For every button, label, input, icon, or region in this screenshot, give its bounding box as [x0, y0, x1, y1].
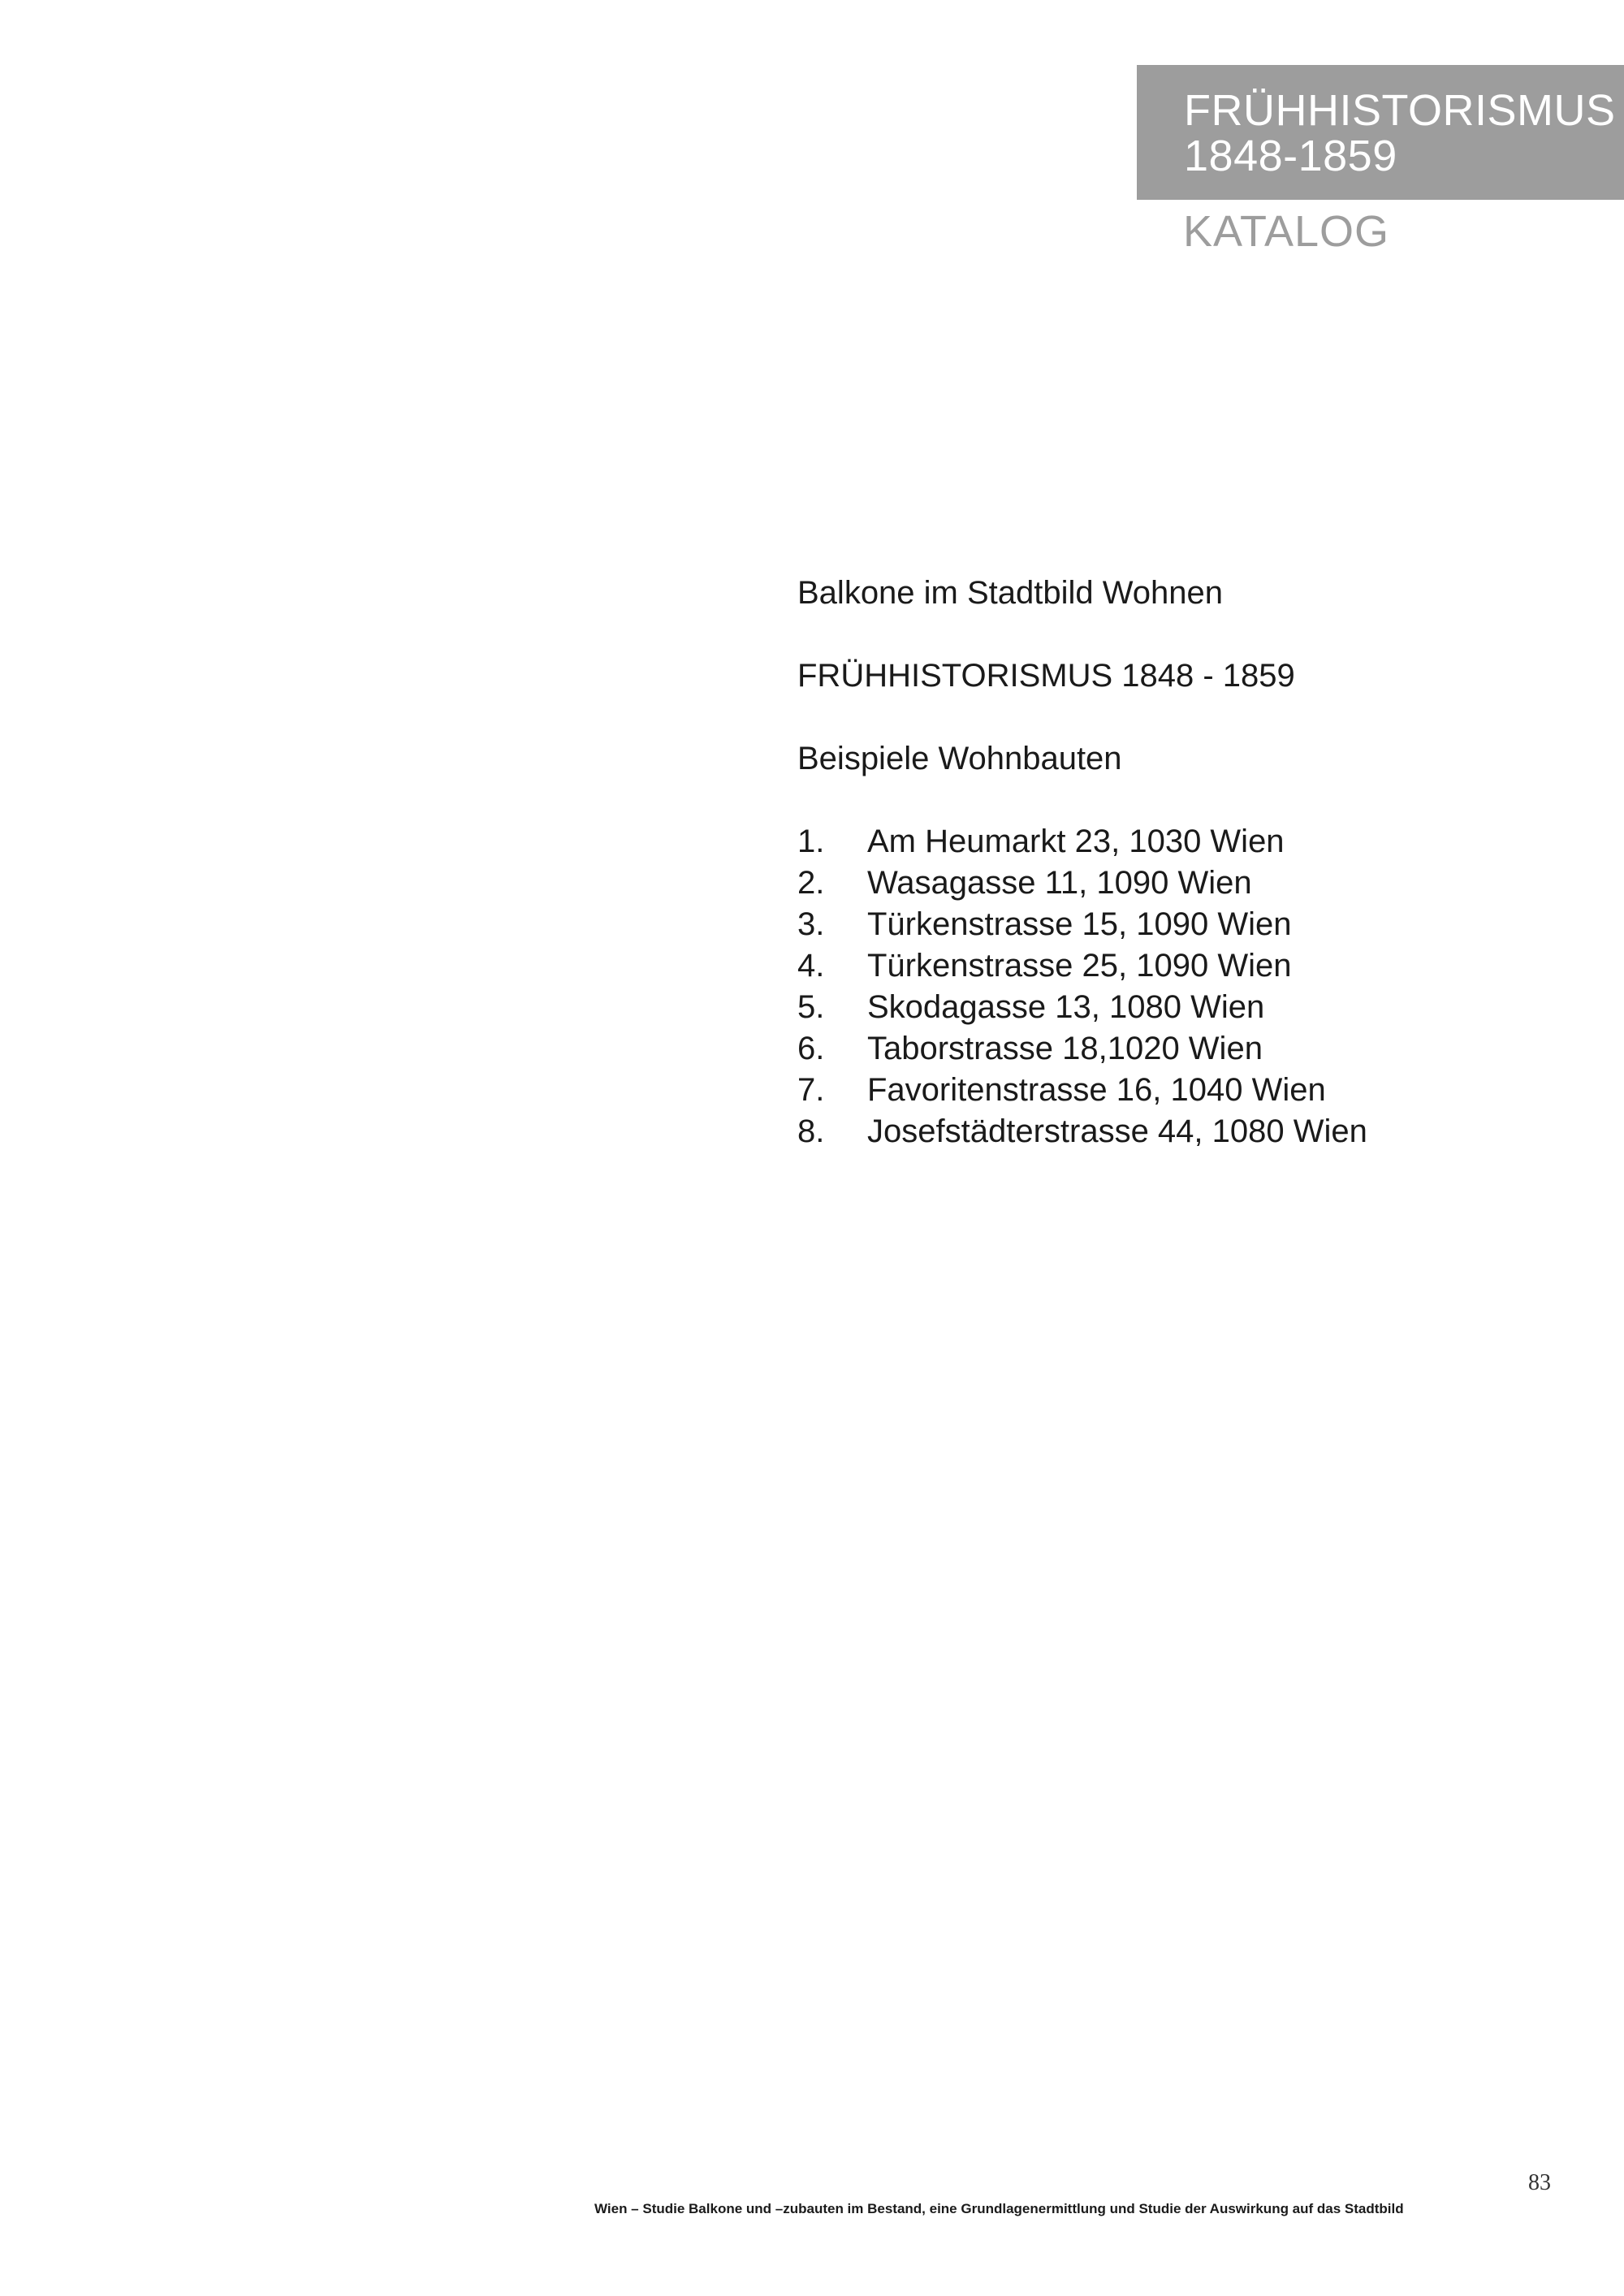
- list-item-number: 7.: [797, 1072, 825, 1108]
- list-item: [797, 904, 1577, 945]
- list-item-address: Skodagasse 13, 1080 Wien: [867, 989, 1265, 1025]
- list-item-number: 3.: [797, 906, 825, 942]
- list-item-number: 8.: [797, 1113, 825, 1149]
- list-item-number: 2.: [797, 865, 825, 901]
- content-period: FRÜHHISTORISMUS 1848 - 1859: [797, 658, 1295, 694]
- list-item-number: 5.: [797, 989, 825, 1025]
- list-item: [797, 1070, 1577, 1111]
- list-item-address: Am Heumarkt 23, 1030 Wien: [867, 824, 1285, 859]
- list-item-number: 6.: [797, 1031, 825, 1066]
- content-heading: Balkone im Stadtbild Wohnen: [797, 575, 1224, 611]
- spacer: [797, 780, 1577, 821]
- list-item: [797, 863, 1577, 904]
- list-item-number: 1.: [797, 824, 825, 859]
- header-title-line2: 1848-1859: [1184, 132, 1397, 180]
- header-title-box: [1137, 65, 1624, 200]
- spacer: [797, 614, 1577, 655]
- header-subtitle: KATALOG: [1183, 207, 1390, 256]
- list-item-address: Favoritenstrasse 16, 1040 Wien: [867, 1072, 1326, 1108]
- page-number: 83: [1528, 2170, 1551, 2195]
- list-item-number: 4.: [797, 948, 825, 984]
- footer-text: Wien – Studie Balkone und –zubauten im Bestand, eine Grundlagenermittlung und Studie der Auswirkung auf das Stadtbild: [594, 2201, 1404, 2216]
- list-item: [797, 1028, 1577, 1070]
- section-title: Beispiele Wohnbauten: [797, 741, 1122, 776]
- list-item-address: Josefstädterstrasse 44, 1080 Wien: [867, 1113, 1367, 1149]
- list-item: [797, 987, 1577, 1028]
- list-item-address: Wasagasse 11, 1090 Wien: [867, 865, 1252, 901]
- list-item-address: Taborstrasse 18,1020 Wien: [867, 1031, 1263, 1066]
- list-item-address: Türkenstrasse 25, 1090 Wien: [867, 948, 1292, 984]
- list-item-address: Türkenstrasse 15, 1090 Wien: [867, 906, 1292, 942]
- building-list: [797, 821, 1577, 1152]
- header-title-line1: FRÜHHISTORISMUS: [1184, 86, 1616, 135]
- list-item: [797, 1111, 1577, 1152]
- spacer: [797, 697, 1577, 738]
- list-item: [797, 945, 1577, 987]
- main-content: [797, 573, 1577, 1152]
- list-item: [797, 821, 1577, 863]
